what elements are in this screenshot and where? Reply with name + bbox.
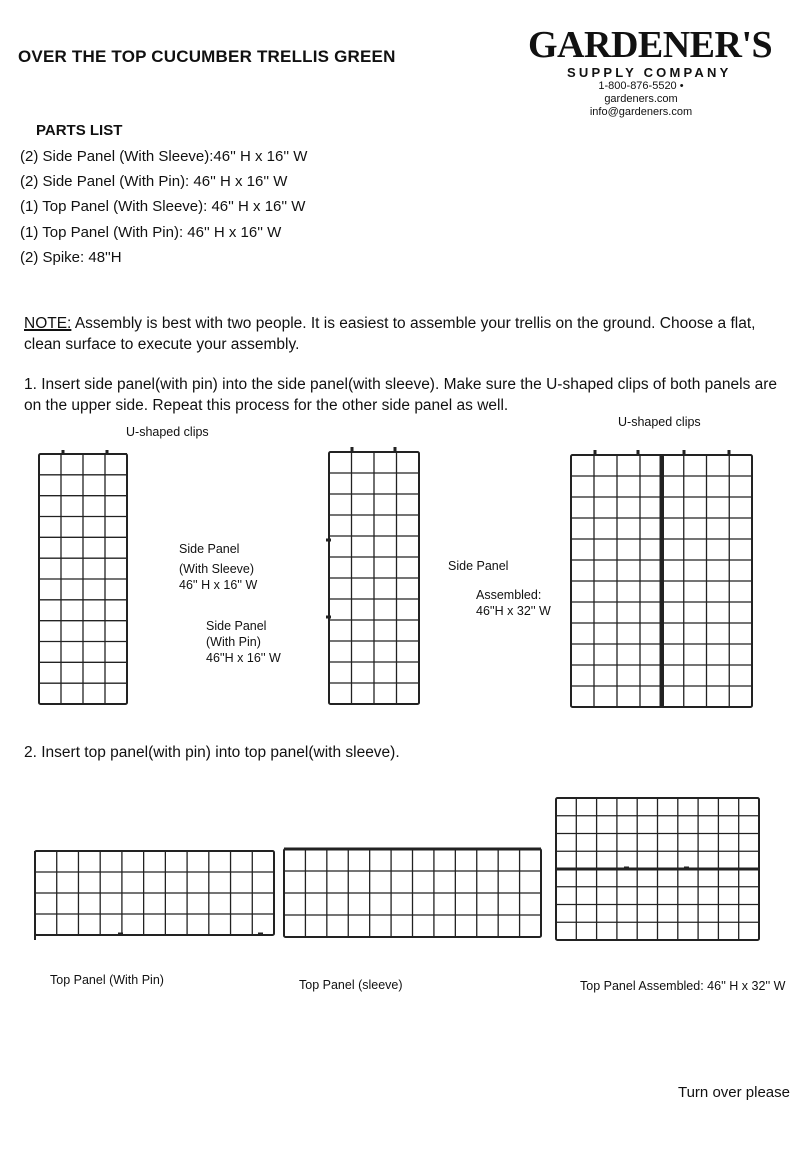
pin-panel-name: Side Panel — [206, 619, 267, 633]
sleeve-panel-name: Side Panel — [179, 542, 240, 556]
step-2-instruction: 2. Insert top panel(with pin) into top panel(with sleeve). — [24, 744, 400, 761]
side-panel-sleeve-drawing — [39, 450, 127, 704]
part-item: (2) Spike: 48''H — [20, 249, 122, 266]
part-item: (2) Side Panel (With Sleeve):46'' H x 16'' W — [20, 148, 308, 165]
top-panel-assembled-caption: Top Panel Assembled: 46'' H x 32'' W — [580, 979, 786, 993]
sleeve-panel-size: 46'' H x 16'' W — [179, 578, 258, 592]
side-panel-assembled-right-drawing — [661, 450, 752, 707]
document-title: OVER THE TOP CUCUMBER TRELLIS GREEN — [18, 47, 396, 66]
u-clips-label-right: U-shaped clips — [618, 415, 701, 429]
pin-panel-size: 46''H x 16'' W — [206, 651, 281, 665]
top-panel-sleeve-caption: Top Panel (sleeve) — [299, 978, 403, 992]
sleeve-panel-type: (With Sleeve) — [179, 562, 255, 576]
part-item: (1) Top Panel (With Sleeve): 46'' H x 16'' W — [20, 198, 306, 215]
top-panel-pin-caption: Top Panel (With Pin) — [50, 973, 164, 987]
part-item: (2) Side Panel (With Pin): 46'' H x 16'' W — [20, 173, 288, 190]
contact-email: info@gardeners.com — [589, 106, 693, 118]
assembled-side-panel-name: Side Panel — [448, 559, 509, 573]
contact-phone-site: 1-800-876-5520 • gardeners.com — [598, 80, 684, 105]
assembled-label: Assembled: — [476, 588, 542, 602]
top-panel-sleeve-drawing — [284, 849, 541, 937]
top-panel-pin-drawing — [35, 851, 274, 940]
turn-over-note: Turn over please — [677, 1084, 790, 1101]
brand-logo-subtitle: SUPPLY COMPANY — [567, 65, 732, 80]
side-panel-pin-drawing — [326, 447, 419, 704]
note-text: Assembly is best with two people. It is easiest to assemble your trellis on the ground. Choose a flat, clean surface to execute your assembly. — [24, 315, 756, 353]
note-label: NOTE: — [24, 315, 72, 332]
part-item: (1) Top Panel (With Pin): 46'' H x 16'' W — [20, 224, 282, 241]
side-panel-assembled-left-drawing — [571, 450, 663, 707]
step-1-instruction: 1. Insert side panel(with pin) into the side panel(with sleeve). Make sure the U-shaped clips of both panels are on the upper side. Repeat this process for the other side panel as well. — [24, 376, 778, 414]
top-panel-assembled-drawing — [556, 798, 759, 940]
brand-logo-name: GARDENER'S — [528, 24, 773, 66]
pin-panel-type: (With Pin) — [206, 635, 261, 649]
parts-list-heading: PARTS LIST — [36, 122, 123, 139]
u-clips-label-left: U-shaped clips — [126, 425, 209, 439]
assembled-size: 46''H x 32'' W — [476, 604, 551, 618]
